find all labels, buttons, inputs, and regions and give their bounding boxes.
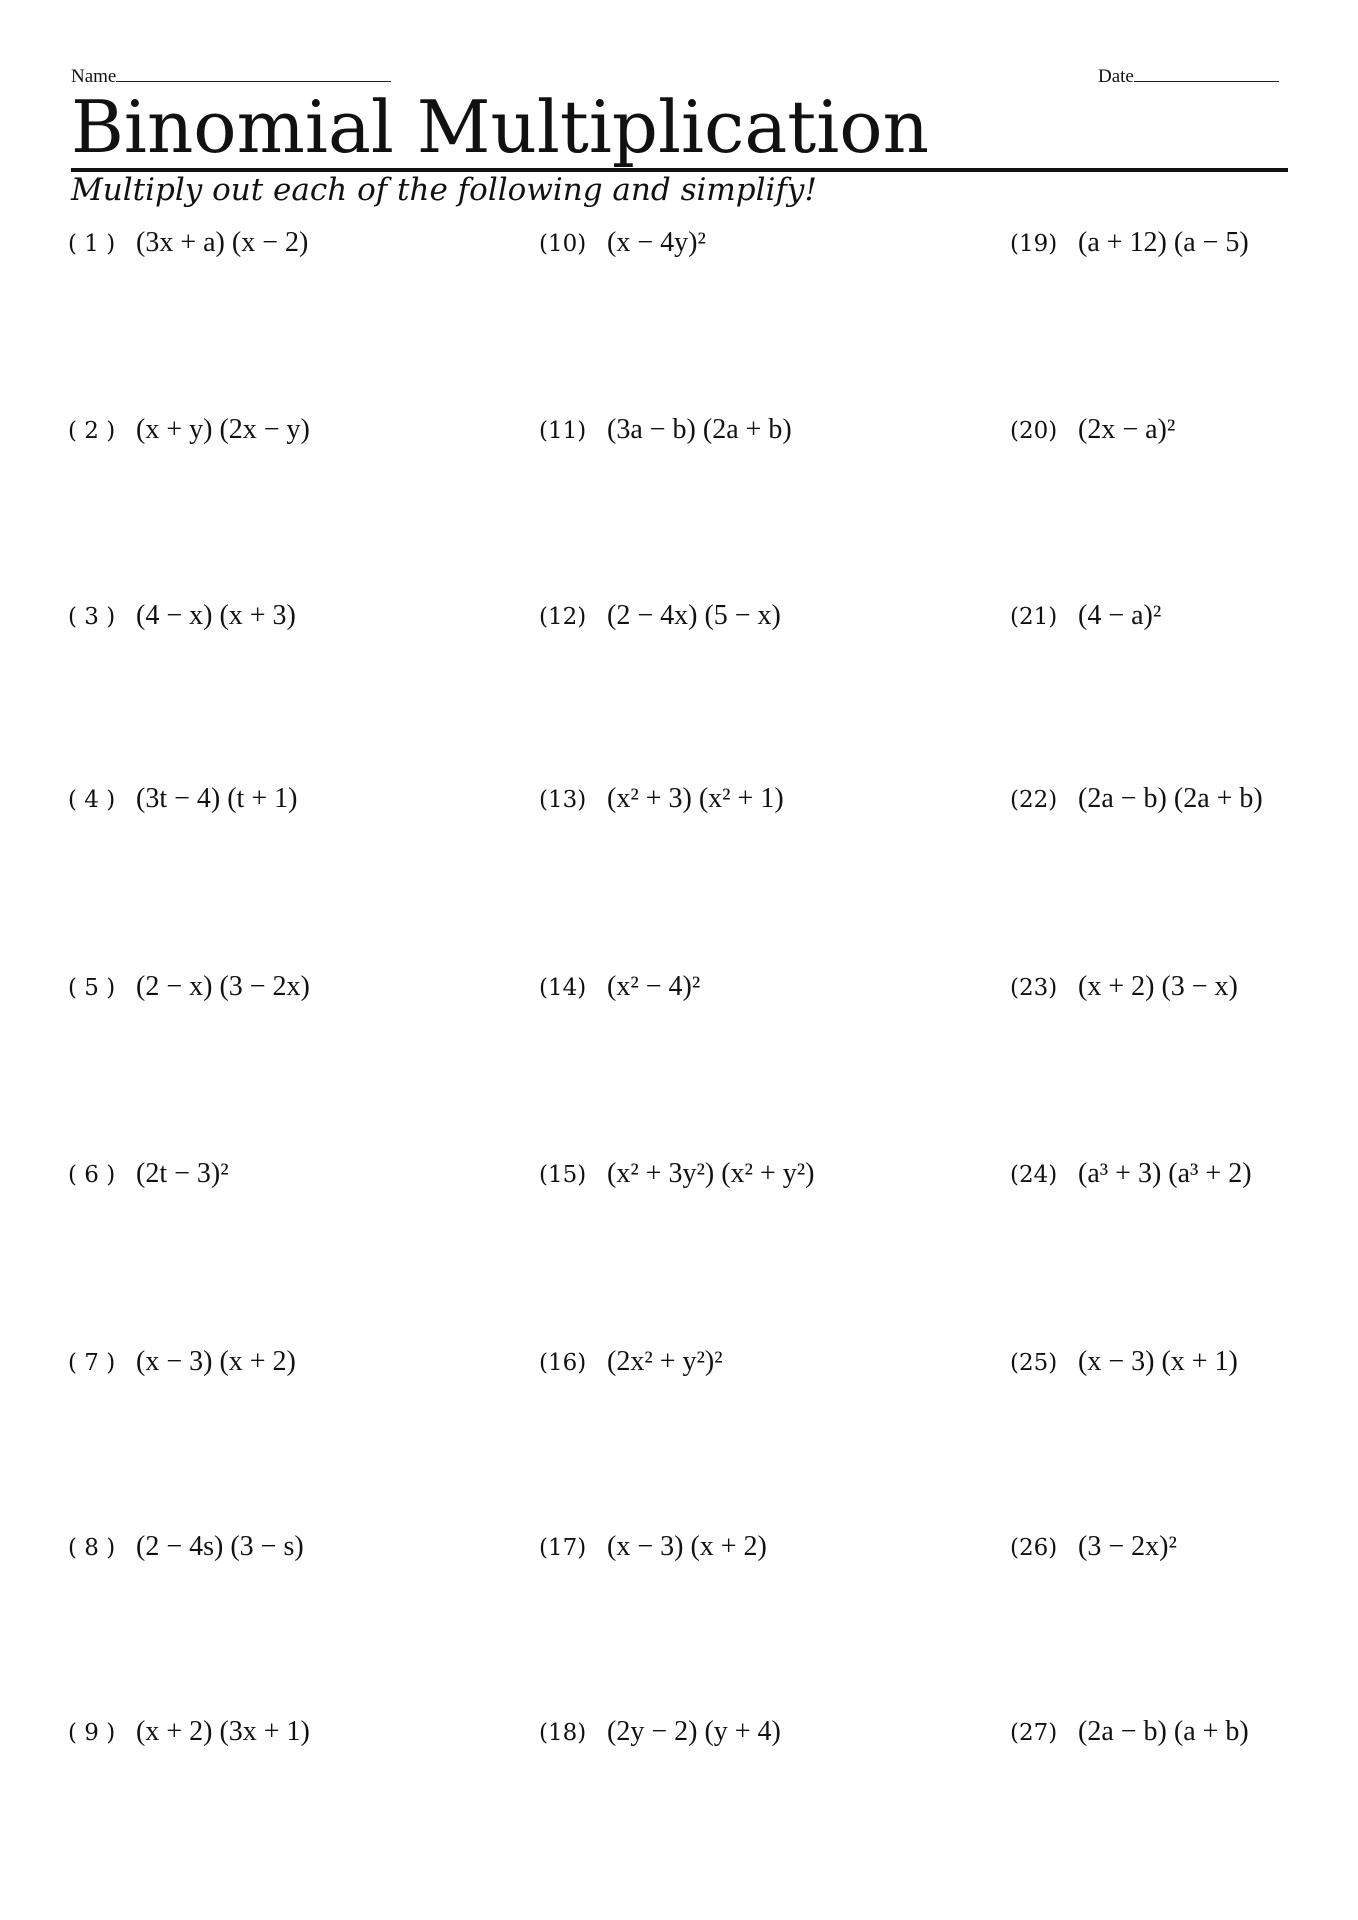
page-title: Binomial Multiplication <box>71 86 1288 172</box>
date-blank-line[interactable] <box>1134 79 1279 82</box>
problem-expression: (2 − 4s) (3 − s) <box>136 1531 304 1562</box>
problem-number: (16) <box>539 1350 587 1376</box>
name-blank-line[interactable] <box>116 79 391 82</box>
problem-expression: (x² − 4)² <box>607 971 701 1002</box>
date-field[interactable] <box>1098 66 1279 88</box>
problem-item <box>68 778 297 818</box>
problem-expression: (2x² + y²)² <box>607 1346 723 1377</box>
problem-item <box>539 778 784 818</box>
problem-number: (13) <box>539 787 587 813</box>
problem-item <box>1010 595 1161 635</box>
problem-item <box>539 1341 723 1381</box>
problem-expression: (2a − b) (2a + b) <box>1078 783 1263 814</box>
problem-item <box>68 1711 310 1751</box>
date-label: Date <box>1098 66 1134 87</box>
problem-expression: (x − 3) (x + 1) <box>1078 1346 1238 1377</box>
problem-number: (26) <box>1010 1535 1058 1561</box>
problem-number: (18) <box>539 1720 587 1746</box>
problem-item <box>1010 1341 1238 1381</box>
problem-number: (21) <box>1010 604 1058 630</box>
problem-expression: (3a − b) (2a + b) <box>607 414 792 445</box>
problem-item <box>68 1526 304 1566</box>
problem-expression: (2y − 2) (y + 4) <box>607 1716 781 1747</box>
problem-expression: (x² + 3y²) (x² + y²) <box>607 1158 815 1189</box>
problem-expression: (4 − a)² <box>1078 600 1162 631</box>
problem-item <box>539 409 792 449</box>
problem-number: (24) <box>1010 1162 1058 1188</box>
problem-item <box>1010 222 1249 262</box>
problem-item <box>539 966 700 1006</box>
problem-expression: (a³ + 3) (a³ + 2) <box>1078 1158 1252 1189</box>
problem-item <box>68 222 308 262</box>
problem-number: ( 1 ) <box>68 231 116 257</box>
problem-number: (17) <box>539 1535 587 1561</box>
problem-number: (22) <box>1010 787 1058 813</box>
problem-expression: (x + 2) (3 − x) <box>1078 971 1238 1002</box>
problem-expression: (x − 4y)² <box>607 227 706 258</box>
problem-number: (15) <box>539 1162 587 1188</box>
problem-expression: (x + y) (2x − y) <box>136 414 310 445</box>
problem-expression: (3t − 4) (t + 1) <box>136 783 298 814</box>
problem-expression: (x² + 3) (x² + 1) <box>607 783 784 814</box>
problem-number: (14) <box>539 975 587 1001</box>
problem-number: (23) <box>1010 975 1058 1001</box>
problem-item <box>68 1341 296 1381</box>
problem-item <box>539 595 781 635</box>
problem-number: (19) <box>1010 231 1058 257</box>
problem-number: (25) <box>1010 1350 1058 1376</box>
problem-expression: (4 − x) (x + 3) <box>136 600 296 631</box>
problem-number: ( 7 ) <box>68 1350 116 1376</box>
problem-number: ( 3 ) <box>68 604 116 630</box>
problem-grid <box>68 222 1298 1782</box>
problem-item <box>1010 409 1175 449</box>
problem-expression: (3 − 2x)² <box>1078 1531 1177 1562</box>
problem-item <box>539 222 706 262</box>
problem-item <box>539 1526 767 1566</box>
problem-number: (27) <box>1010 1720 1058 1746</box>
problem-number: (20) <box>1010 418 1058 444</box>
problem-item <box>1010 1526 1177 1566</box>
name-label: Name <box>71 66 117 87</box>
problem-expression: (2 − x) (3 − 2x) <box>136 971 310 1002</box>
problem-item <box>539 1711 781 1751</box>
problem-item <box>1010 966 1238 1006</box>
problem-item <box>1010 1153 1252 1193</box>
problem-item <box>68 409 310 449</box>
problem-number: ( 2 ) <box>68 418 116 444</box>
problem-number: (10) <box>539 231 587 257</box>
problem-expression: (3x + a) (x − 2) <box>136 227 309 258</box>
problem-expression: (a + 12) (a − 5) <box>1078 227 1249 258</box>
problem-item <box>68 1153 229 1193</box>
problem-expression: (x + 2) (3x + 1) <box>136 1716 310 1747</box>
problem-item <box>1010 778 1263 818</box>
problem-expression: (2x − a)² <box>1078 414 1176 445</box>
problem-number: ( 9 ) <box>68 1720 116 1746</box>
problem-number: (12) <box>539 604 587 630</box>
problem-item <box>1010 1711 1249 1751</box>
problem-expression: (x − 3) (x + 2) <box>607 1531 767 1562</box>
problem-number: ( 5 ) <box>68 975 116 1001</box>
problem-item <box>68 966 310 1006</box>
problem-number: ( 8 ) <box>68 1535 116 1561</box>
problem-expression: (2t − 3)² <box>136 1158 229 1189</box>
problem-item <box>68 595 296 635</box>
instructions: Multiply out each of the following and simplify! <box>71 172 817 208</box>
problem-expression: (x − 3) (x + 2) <box>136 1346 296 1377</box>
problem-number: (11) <box>539 418 587 444</box>
problem-number: ( 6 ) <box>68 1162 116 1188</box>
problem-expression: (2a − b) (a + b) <box>1078 1716 1249 1747</box>
problem-number: ( 4 ) <box>68 787 116 813</box>
problem-item <box>539 1153 814 1193</box>
problem-expression: (2 − 4x) (5 − x) <box>607 600 781 631</box>
